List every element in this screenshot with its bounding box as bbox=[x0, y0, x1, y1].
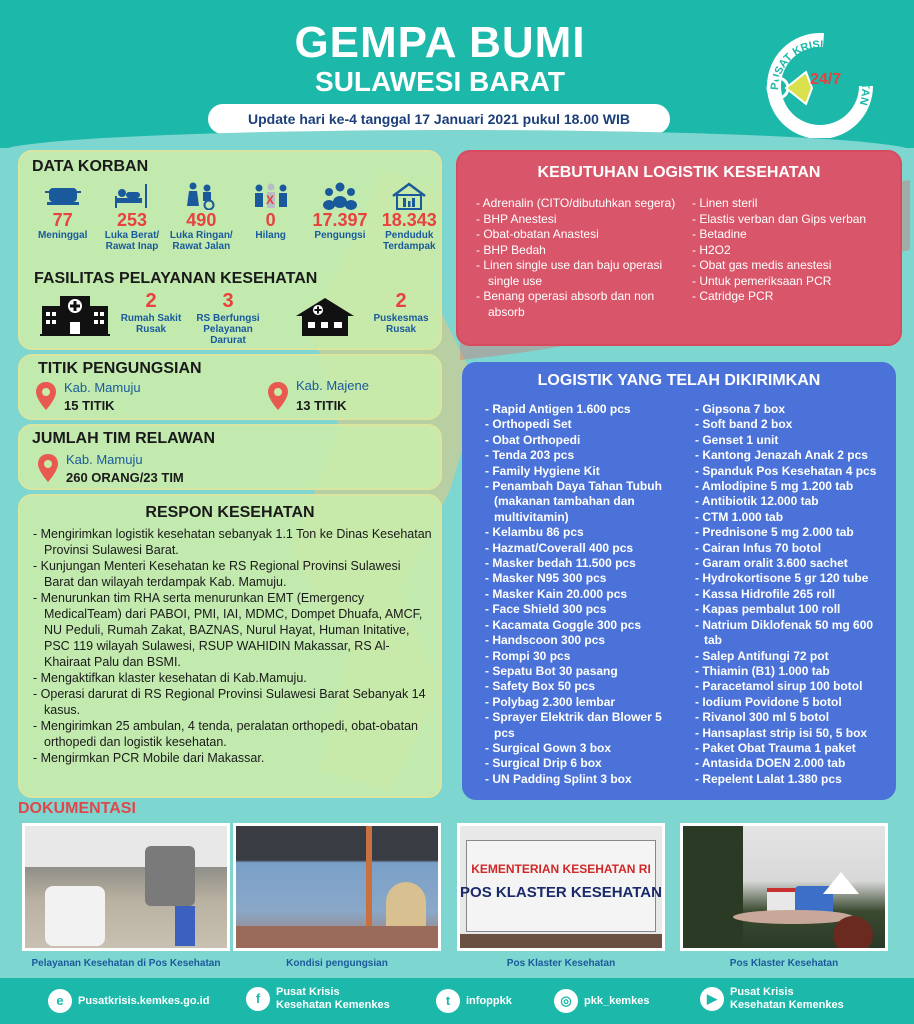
list-item: - Paket Obat Trauma 1 paket bbox=[694, 741, 894, 756]
list-item: - BHP Bedah bbox=[472, 243, 677, 259]
list-item: - CTM 1.000 tab bbox=[694, 510, 894, 525]
stat-penduduk-terdampak: 18.343 Penduduk Terdampak bbox=[375, 182, 444, 252]
relawan-title: JUMLAH TIM RELAWAN bbox=[32, 430, 216, 447]
list-item: - Sprayer Elektrik dan Blower 5 pcs bbox=[484, 710, 684, 741]
list-item: - Spanduk Pos Kesehatan 4 pcs bbox=[694, 464, 894, 479]
list-item: - Paracetamol sirup 100 botol bbox=[694, 679, 894, 694]
list-item: - Tenda 203 pcs bbox=[484, 448, 684, 463]
list-item: - Kelambu 86 pcs bbox=[484, 525, 684, 540]
list-item: - Obat gas medis anestesi bbox=[688, 258, 893, 274]
list-item: - Rivanol 300 ml 5 botol bbox=[694, 710, 894, 725]
fasilitas-rs-darurat: 3 RS Berfungsi Pelayanan Darurat bbox=[196, 290, 260, 346]
list-item: - Kassa Hidrofile 265 roll bbox=[694, 587, 894, 602]
list-item: - Untuk pemeriksaan PCR bbox=[688, 274, 893, 290]
stats-row bbox=[28, 182, 444, 252]
list-item: - Iodium Povidone 5 botol bbox=[694, 695, 894, 710]
list-item: - Linen steril bbox=[688, 196, 893, 212]
page-title: GEMPA BUMI bbox=[294, 18, 586, 67]
list-item: - Polybag 2.300 lembar bbox=[484, 695, 684, 710]
dokumentasi-title: DOKUMENTASI bbox=[18, 800, 136, 817]
dikirimkan-title: LOGISTIK YANG TELAH DIKIRIMKAN bbox=[537, 372, 821, 389]
kebutuhan-logistik-panel bbox=[456, 150, 902, 346]
list-item: - Hydrokortisone 5 gr 120 tube bbox=[694, 571, 894, 586]
stat-hilang: X 0 Hilang bbox=[236, 182, 305, 252]
list-item: - Kunjungan Menteri Kesehatan ke RS Regional Provinsi Sulawesi Barat dan wilayah terdampak Kab. Mamuju. bbox=[30, 558, 432, 590]
footer-facebook-link[interactable]: f Pusat Krisis Kesehatan Kemenkes bbox=[246, 986, 390, 1012]
list-item: - BHP Anestesi bbox=[472, 212, 677, 228]
fasilitas-title: FASILITAS PELAYANAN KESEHATAN bbox=[34, 270, 318, 287]
fasilitas-rs-rusak: 2 Rumah Sakit Rusak bbox=[120, 290, 182, 335]
list-item: - Kantong Jenazah Anak 2 pcs bbox=[694, 448, 894, 463]
list-item: - Surgical Gown 3 box bbox=[484, 741, 684, 756]
photo-caption: Pos Klaster Kesehatan bbox=[729, 958, 839, 969]
dikirimkan-list-col2 bbox=[694, 402, 894, 787]
kebutuhan-list-col2 bbox=[688, 196, 893, 305]
pusat-krisis-logo-icon bbox=[758, 28, 878, 138]
list-item: - Garam oralit 3.600 sachet bbox=[694, 556, 894, 571]
list-item: - Operasi darurat di RS Regional Provinsi Sulawesi Barat Sebanyak 14 kasus. bbox=[30, 686, 432, 718]
list-item: - Mengaktifkan klaster kesehatan di Kab.Mamuju. bbox=[30, 670, 432, 686]
list-item: - Rompi 30 pcs bbox=[484, 649, 684, 664]
list-item: - Salep Antifungi 72 pot bbox=[694, 649, 894, 664]
list-item: - Prednisone 5 mg 2.000 tab bbox=[694, 525, 894, 540]
footer-website-link[interactable]: e Pusatkrisis.kemkes.go.id bbox=[48, 989, 209, 1013]
list-item: - Masker Kain 20.000 pcs bbox=[484, 587, 684, 602]
twitter-icon: t bbox=[436, 989, 460, 1013]
list-item: - Antibiotik 12.000 tab bbox=[694, 494, 894, 509]
coffin-icon bbox=[43, 182, 83, 210]
list-item: - UN Padding Splint 3 box bbox=[484, 772, 684, 787]
list-item: - Kacamata Goggle 300 pcs bbox=[484, 618, 684, 633]
puskesmas-icon bbox=[296, 298, 354, 336]
svg-text:PUSAT KRISIS KESEHATAN: PUSAT KRISIS KESEHATAN bbox=[768, 38, 872, 107]
list-item: - Sepatu Bot 30 pasang bbox=[484, 664, 684, 679]
stat-luka-ringan: 490 Luka Ringan/ Rawat Jalan bbox=[167, 182, 236, 252]
list-item: - Genset 1 unit bbox=[694, 433, 894, 448]
update-badge: Update hari ke-4 tanggal 17 Januari 2021 pukul 18.00 WIB bbox=[208, 104, 670, 134]
photo-caption: Pelayanan Kesehatan di Pos Kesehatan bbox=[31, 958, 221, 969]
list-item: - Orthopedi Set bbox=[484, 417, 684, 432]
missing-person-icon bbox=[251, 182, 291, 210]
kebutuhan-title: KEBUTUHAN LOGISTIK KESEHATAN bbox=[537, 164, 821, 181]
list-item: - Rapid Antigen 1.600 pcs bbox=[484, 402, 684, 417]
house-family-icon bbox=[389, 182, 429, 210]
list-item: - Mengirimkan 25 ambulan, 4 tenda, peralatan orthopedi, obat-obatan orthopedi dan logistik kesehatan. bbox=[30, 718, 432, 750]
list-item: - Mengirmkan PCR Mobile dari Makassar. bbox=[30, 750, 432, 766]
list-item: - Adrenalin (CITO/dibutuhkan segera) bbox=[472, 196, 677, 212]
respon-kesehatan-panel bbox=[18, 494, 442, 798]
titik-title: TITIK PENGUNGSIAN bbox=[38, 360, 202, 377]
list-item: - Kapas pembalut 100 roll bbox=[694, 602, 894, 617]
list-item: - Penambah Daya Tahan Tubuh (makanan tambahan dan multivitamin) bbox=[484, 479, 684, 525]
list-item: - Hazmat/Coverall 400 pcs bbox=[484, 541, 684, 556]
group-icon bbox=[320, 182, 360, 210]
titik-pengungsian-panel: TITIK PENGUNGSIAN Kab. Mamuju 15 TITIK Kab. Majene 13 TITIK bbox=[18, 354, 442, 420]
list-item: - Soft band 2 box bbox=[694, 417, 894, 432]
photo-pelayanan-kesehatan[interactable] bbox=[22, 823, 230, 951]
list-item: - Face Shield 300 pcs bbox=[484, 602, 684, 617]
list-item: - Elastis verban dan Gips verban bbox=[688, 212, 893, 228]
list-item: - Surgical Drip 6 box bbox=[484, 756, 684, 771]
footer-twitter-link[interactable]: t infoppkk bbox=[436, 989, 512, 1013]
svg-text:X: X bbox=[265, 193, 274, 207]
data-korban-title: DATA KORBAN bbox=[32, 158, 149, 175]
list-item: - Hansaplast strip isi 50, 5 box bbox=[694, 726, 894, 741]
hospital-bed-icon bbox=[112, 182, 152, 210]
list-item: - Gipsona 7 box bbox=[694, 402, 894, 417]
list-item: - Masker bedah 11.500 pcs bbox=[484, 556, 684, 571]
photo-kondisi-pengungsian[interactable] bbox=[233, 823, 441, 951]
list-item: - Obat-obatan Anastesi bbox=[472, 227, 677, 243]
wheelchair-icon bbox=[181, 182, 221, 210]
page-subtitle: SULAWESI BARAT bbox=[315, 66, 565, 97]
instagram-icon: ◎ bbox=[554, 989, 578, 1013]
photo-pos-klaster-tenda[interactable] bbox=[680, 823, 888, 951]
footer-youtube-link[interactable]: ▶ Pusat Krisis Kesehatan Kemenkes bbox=[700, 986, 844, 1012]
photo-caption: Pos Klaster Kesehatan bbox=[506, 958, 616, 969]
list-item: - Repelent Lalat 1.380 pcs bbox=[694, 772, 894, 787]
list-item: - Mengirimkan logistik kesehatan sebanyak 1.1 Ton ke Dinas Kesehatan Provinsi Sulawesi Barat. bbox=[30, 526, 432, 558]
footer-instagram-link[interactable]: ◎ pkk_kemkes bbox=[554, 989, 649, 1013]
kebutuhan-list-col1 bbox=[472, 196, 677, 320]
tim-relawan-panel: JUMLAH TIM RELAWAN Kab. Mamuju 260 ORANG/23 TIM bbox=[18, 424, 442, 490]
youtube-icon: ▶ bbox=[700, 987, 724, 1011]
respon-title: RESPON KESEHATAN bbox=[145, 504, 315, 521]
list-item: - Linen single use dan baju operasi single use bbox=[472, 258, 677, 289]
location-pin-icon bbox=[268, 382, 288, 410]
stat-meninggal: 77 Meninggal bbox=[28, 182, 97, 252]
data-korban-panel bbox=[18, 150, 442, 350]
logistik-dikirimkan-panel bbox=[462, 362, 896, 800]
list-item: - Obat Orthopedi bbox=[484, 433, 684, 448]
list-item: - Safety Box 50 pcs bbox=[484, 679, 684, 694]
photo-caption: Kondisi pengungsian bbox=[286, 958, 388, 969]
dikirimkan-list-col1 bbox=[484, 402, 684, 787]
stat-luka-berat: 253 Luka Berat/ Rawat Inap bbox=[97, 182, 166, 252]
facebook-icon: f bbox=[246, 987, 270, 1011]
photo-pos-klaster-banner[interactable]: KEMENTERIAN KESEHATAN RI POS KLASTER KESEHATAN bbox=[457, 823, 665, 951]
location-pin-icon bbox=[38, 454, 58, 482]
list-item: - H2O2 bbox=[688, 243, 893, 259]
list-item: - Family Hygiene Kit bbox=[484, 464, 684, 479]
footer-bar bbox=[0, 978, 914, 1024]
list-item: - Antasida DOEN 2.000 tab bbox=[694, 756, 894, 771]
list-item: - Amlodipine 5 mg 1.200 tab bbox=[694, 479, 894, 494]
list-item: - Natrium Diklofenak 50 mg 600 tab bbox=[694, 618, 894, 649]
list-item: - Menurunkan tim RHA serta menurunkan EMT (Emergency MedicalTeam) dari PABOI, PMI, IAI, MDMC, Dompet Dhuafa, AMCF, NU Peduli, Rumah Zakat, BAZNAS, Nurul Hayat, Human Initative, PSC 119 wilayah Sulawesi, RSUP WAHIDIN Makassar, RS Al-Khairaat Palu dan BSMI. bbox=[30, 590, 432, 670]
web-icon: e bbox=[48, 989, 72, 1013]
list-item: - Cairan Infus 70 botol bbox=[694, 541, 894, 556]
stat-pengungsi: 17.397 Pengungsi bbox=[305, 182, 374, 252]
header-banner bbox=[0, 0, 914, 148]
hospital-building-icon bbox=[40, 294, 110, 336]
svg-text:24/7: 24/7 bbox=[810, 71, 842, 88]
list-item: - Betadine bbox=[688, 227, 893, 243]
list-item: - Handscoon 300 pcs bbox=[484, 633, 684, 648]
list-item: - Catridge PCR bbox=[688, 289, 893, 305]
fasilitas-puskesmas-rusak: 2 Puskesmas Rusak bbox=[373, 290, 429, 335]
respon-list bbox=[30, 526, 432, 766]
list-item: - Benang operasi absorb dan non absorb bbox=[472, 289, 677, 320]
list-item: - Masker N95 300 pcs bbox=[484, 571, 684, 586]
location-pin-icon bbox=[36, 382, 56, 410]
list-item: - Thiamin (B1) 1.000 tab bbox=[694, 664, 894, 679]
